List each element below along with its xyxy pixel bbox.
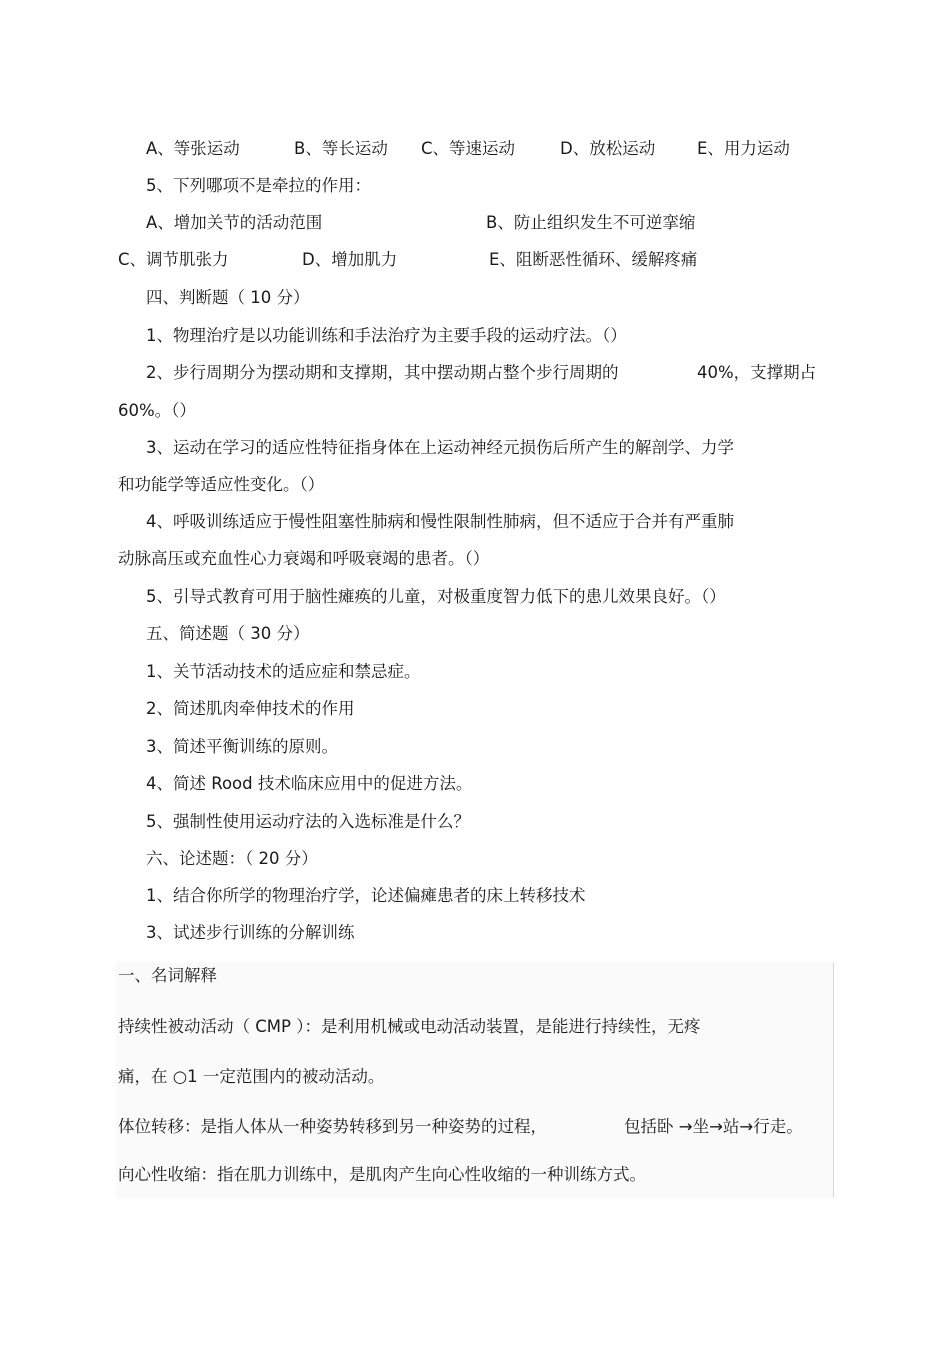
section4-item-2: 2、步行周期分为摆动期和支撑期，其中摆动期占整个步行周期的 bbox=[146, 363, 619, 382]
q4-option-b: B、等长运动 bbox=[294, 139, 388, 158]
section4-item-2-cont: 60%。（） bbox=[118, 401, 196, 420]
section5-item-4: 4、简述 Rood 技术临床应用中的促进方法。 bbox=[146, 774, 473, 793]
q5-stem: 5、下列哪项不是牵拉的作用： bbox=[146, 176, 371, 195]
q4-option-c: C、等速运动 bbox=[421, 139, 516, 158]
section4-title: 四、判断题（ 10 分） bbox=[146, 288, 310, 307]
section4-item-3: 3、运动在学习的适应性特征指身体在上运动神经元损伤后所产生的解剖学、力学 bbox=[146, 438, 734, 457]
q5-option-c: C、调节肌张力 bbox=[118, 250, 229, 269]
answer-transfer-tail: 包括卧 →坐→站→行走。 bbox=[624, 1117, 803, 1136]
section6-title: 六、论述题：（ 20 分） bbox=[146, 849, 318, 868]
answer-cpm-line-2: 痛，在 ○1 一定范围内的被动活动。 bbox=[118, 1067, 385, 1086]
q4-option-a: A、等张运动 bbox=[146, 139, 240, 158]
section5-item-5: 5、强制性使用运动疗法的入选标准是什么？ bbox=[146, 812, 470, 831]
section4-item-4: 4、呼吸训练适应于慢性阻塞性肺病和慢性限制性肺病，但不适应于合并有严重肺 bbox=[146, 512, 734, 531]
section6-item-1: 1、结合你所学的物理治疗学，论述偏瘫患者的床上转移技术 bbox=[146, 886, 586, 905]
q5-option-b: B、防止组织发生不可逆挛缩 bbox=[486, 213, 696, 232]
q5-option-a: A、增加关节的活动范围 bbox=[146, 213, 323, 232]
answer-cpm-line-1: 持续性被动活动（ CMP ）：是利用机械或电动活动装置，是能进行持续性，无疼 bbox=[118, 1017, 701, 1036]
section4-item-3-cont: 和功能学等适应性变化。（） bbox=[118, 475, 325, 494]
section5-item-3: 3、简述平衡训练的原则。 bbox=[146, 737, 338, 756]
q4-option-e: E、用力运动 bbox=[697, 139, 790, 158]
answer-concentric-line: 向心性收缩：指在肌力训练中，是肌肉产生向心性收缩的一种训练方式。 bbox=[118, 1165, 646, 1184]
section5-item-1: 1、关节活动技术的适应症和禁忌症。 bbox=[146, 662, 421, 681]
q5-option-d: D、增加肌力 bbox=[302, 250, 398, 269]
section4-item-1: 1、物理治疗是以功能训练和手法治疗为主要手段的运动疗法。（） bbox=[146, 326, 627, 345]
section5-item-2: 2、简述肌肉牵伸技术的作用 bbox=[146, 699, 355, 718]
section6-item-3: 3、试述步行训练的分解训练 bbox=[146, 923, 355, 942]
section4-item-4-cont: 动脉高压或充血性心力衰竭和呼吸衰竭的患者。（） bbox=[118, 549, 490, 568]
section4-item-5: 5、引导式教育可用于脑性瘫痪的儿童，对极重度智力低下的患儿效果良好。（） bbox=[146, 587, 726, 606]
section4-item-2-tail: 40%，支撑期占 bbox=[697, 363, 817, 382]
section5-title: 五、简述题（ 30 分） bbox=[146, 624, 310, 643]
q5-option-e: E、阻断恶性循环、缓解疼痛 bbox=[489, 250, 698, 269]
answers-title: 一、名词解释 bbox=[118, 966, 217, 985]
answer-transfer-line: 体位转移：是指人体从一种姿势转移到另一种姿势的过程， bbox=[118, 1117, 547, 1136]
q4-option-d: D、放松运动 bbox=[560, 139, 656, 158]
